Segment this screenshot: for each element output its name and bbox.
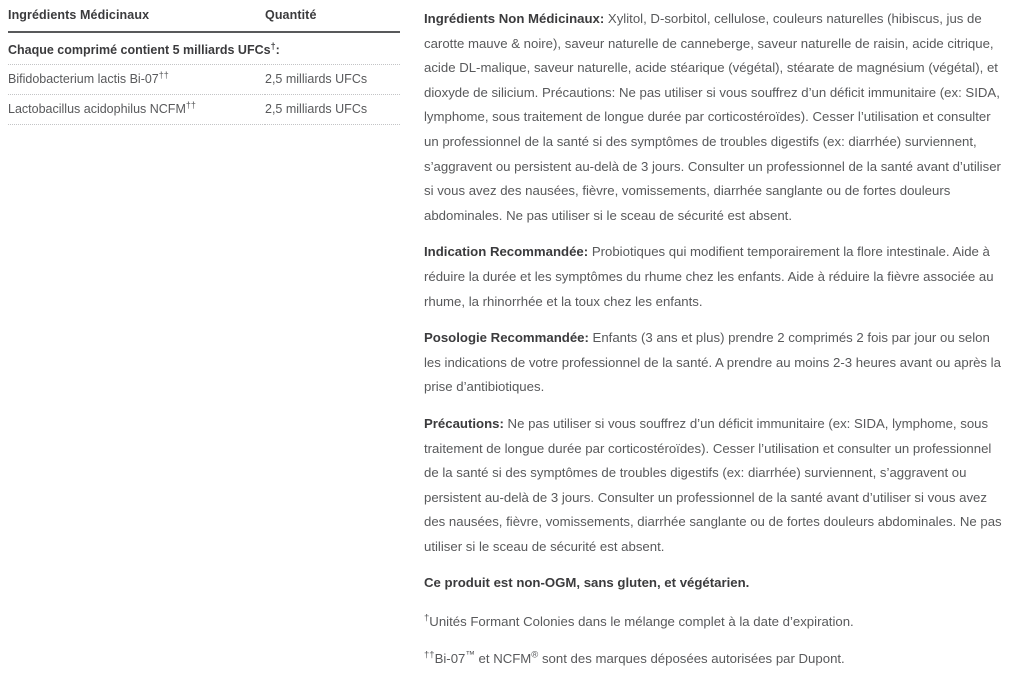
double-dagger-superscript: †† [158, 69, 169, 80]
table-header-row [8, 0, 400, 32]
indication-body: Probiotiques qui modifient temporairement la flore intestinale. Aide à réduire la durée et les symptômes du rhume chez les enfants. Aide à réduire la fièvre associée au rhume, la rhinorrhée et la toux chez les enfants. [424, 244, 994, 309]
indication-paragraph [424, 240, 1006, 314]
product-information-section [424, 7, 1006, 683]
ingredient-quantity-cell: 2,5 milliards UFCs [265, 65, 400, 95]
group-heading-colon: : [275, 43, 280, 57]
table-row [8, 65, 400, 95]
ingredient-name-cell [8, 95, 265, 125]
non-medicinal-ingredients-paragraph [424, 7, 1006, 228]
column-header-ingredient: Ingrédients Médicinaux [8, 0, 265, 32]
footnote-dagger-text: Unités Formant Colonies dans le mélange complet à la date d’expiration. [429, 614, 854, 630]
double-dagger-superscript: †† [185, 99, 196, 110]
posologie-heading: Posologie Recommandée: [424, 330, 589, 346]
group-heading-text: Chaque comprimé contient 5 milliards UFCs [8, 43, 271, 57]
posologie-paragraph [424, 326, 1006, 400]
medicinal-ingredients-section [8, 0, 400, 125]
registered-trademark-icon: ® [531, 649, 539, 661]
dagger-superscript: † [424, 612, 430, 624]
non-medicinal-ingredients-heading: Ingrédients Non Médicinaux: [424, 11, 605, 26]
product-claim-note: Ce produit est non-OGM, sans gluten, et végétarien. [424, 575, 750, 591]
precautions-heading: Précautions: [424, 415, 504, 431]
posologie-body: Enfants (3 ans et plus) prendre 2 comprimés 2 fois par jour ou selon les indications de votre professionnel de la santé. A prendre au moins 2-3 heures avant ou après la prise d’antibiotiques. [424, 330, 1001, 395]
table-header [8, 0, 400, 32]
group-heading-cell [8, 32, 400, 65]
footnote-double-dagger-text: sont des marques déposées autorisées par Dupont. [538, 650, 845, 666]
footnote-double-dagger [424, 647, 1006, 672]
non-medicinal-ingredients-body: Xylitol, D-sorbitol, cellulose, couleurs naturelles (hibiscus, jus de carotte mauve & noire), saveur naturelle de canneberge, saveur naturelle de raisin, acide citrique, acide DL-malique, saveur naturelle, acide stéarique (végétal), stéarate de magnésium (végétal), et dioxyde de silicium. Précautions: Ne pas utiliser si vous souffrez d’un déficit immunitaire (ex: SIDA, lymphome, sous traitement de longue durée par corticostéroïdes). Cesser l’utilisation et consulter un professionnel de la santé si des symptômes de troubles digestifs (ex: diarrhée) surviennent, s’aggravent ou persistent au-delà de 3 jours. Consulter un professionnel de la santé avant d’utiliser si vous avez des nausées, fièvre, vomissements, diarrhée sanglante ou de fortes douleurs abdominales. Ne pas utiliser si le sceau de sécurité est absent. [424, 11, 1001, 223]
table-row-group-heading [8, 32, 400, 65]
precautions-paragraph [424, 412, 1006, 560]
table-row [8, 95, 400, 125]
ingredient-quantity-cell: 2,5 milliards UFCs [265, 95, 400, 125]
indication-heading: Indication Recommandée: [424, 244, 589, 260]
precautions-body: Ne pas utiliser si vous souffrez d’un déficit immunitaire (ex: SIDA, lymphome, sous traitement de longue durée par corticostéroïdes). Cesser l’utilisation et consulter un professionnel de la santé si des symptômes de troubles digestifs (ex: diarrhée) surviennent, s’aggravent ou persistent au-delà de 3 jours. Consulter un professionnel de la santé avant d’utiliser si vous avez des nausées, fièvre, vomissements, diarrhée sanglante ou de fortes douleurs abdominales. Ne pas utiliser si le sceau de sécurité est absent. [424, 415, 1002, 554]
column-header-quantity: Quantité [265, 0, 400, 32]
footnote-trademark-name: Bi-07 [434, 650, 466, 666]
medicinal-ingredients-table [8, 0, 400, 125]
footnote-conjunction-text: et NCFM [474, 650, 532, 666]
footnote-dagger [424, 610, 1006, 635]
table-body [8, 32, 400, 125]
ingredient-name-cell [8, 65, 265, 95]
dagger-superscript: † [270, 40, 276, 51]
ingredient-name-text: Lactobacillus acidophilus NCFM [8, 102, 186, 116]
double-dagger-superscript: †† [424, 649, 435, 661]
trademark-icon: ™ [465, 649, 475, 661]
ingredient-name-text: Bifidobacterium lactis Bi-07 [8, 72, 159, 86]
